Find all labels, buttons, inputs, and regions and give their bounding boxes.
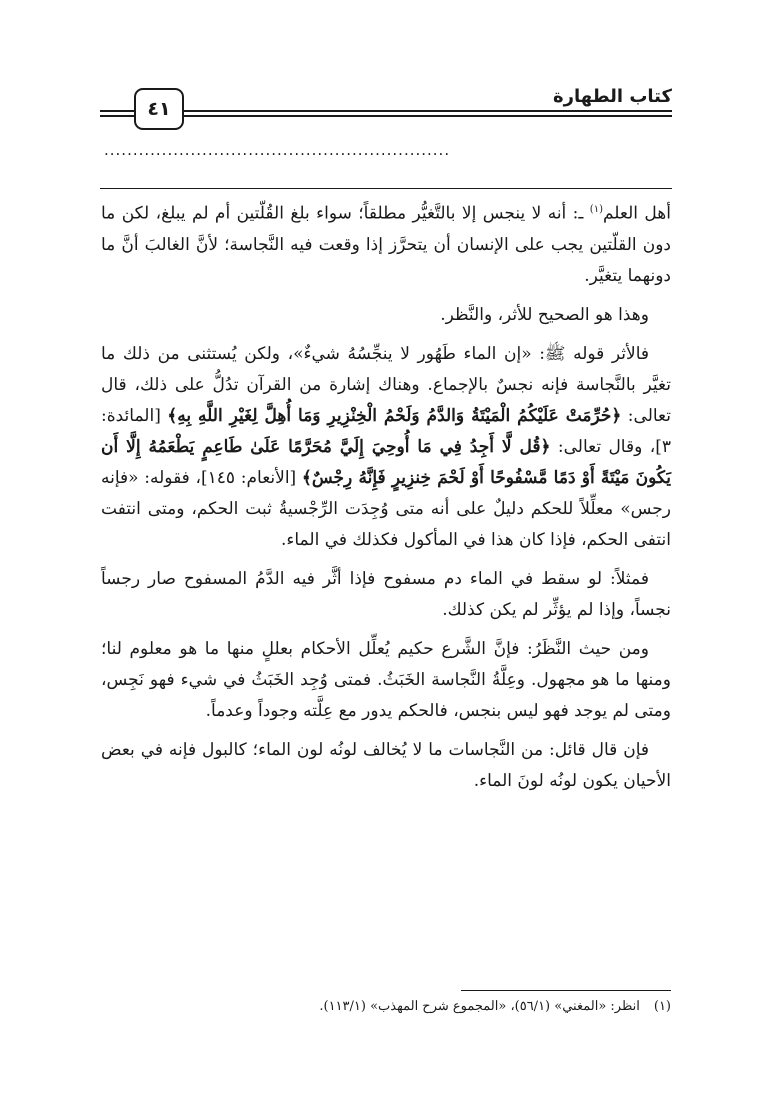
footnote-text: انظر: «المغني» (٥٦/١)، «المجموع شرح المهذب» (١١٣/١). — [319, 999, 640, 1014]
paragraph: وهذا هو الصحيح للأثر، والنَّظر. — [440, 304, 649, 325]
header-rule — [100, 110, 672, 112]
page-number: ٤١ — [134, 88, 184, 130]
page-body — [101, 194, 671, 805]
paragraph: ومن حيث النَّظَرُ: فإنَّ الشَّرع حكيم يُعلِّل الأحكام بعللٍ منها ما هو معلوم لنا؛ ومنها ما هو مجهول. وعِلَّةُ النَّجاسة الخَبَثُ. فمتى وُجِد الخَبَثُ في شيء فهو نَجِس، ومتى لم يوجد فهو ليس بنجس، فالحكم يدور مع عِلَّته وجوداً وعدماً. — [101, 638, 671, 721]
content-top-rule — [100, 188, 672, 189]
header-rule — [100, 115, 672, 117]
paragraph: فمثلاً: لو سقط في الماء دم مسفوح فإذا أثَّر فيه الدَّمُ المسفوح صار رجساً نجساً، وإذا لم يؤثِّر لم يكن كذلك. — [101, 568, 671, 620]
running-header — [100, 84, 672, 128]
paragraph: فالأثر قوله ﷺ: «إن الماء طَهُور لا ينجِّسُهُ شيءٌ»، ولكن يُستثنى من ذلك ما تغيَّر بالنَّجاسة فإنه نجسٌ بالإجماع. وهناك إشارة من القرآن تدُلُّ على ذلك، قال تعالى: ﴿حُرِّمَتْ عَلَيْكُمُ الْمَيْتَةُ وَالدَّمُ وَلَحْمُ الْخِنْزِيرِ وَمَا أُهِلَّ لِغَيْرِ اللَّهِ بِهِ﴾ [المائدة: ٣]، وقال تعالى: ﴿قُل لَّا أَجِدُ فِي مَا أُوحِيَ إِلَيَّ مُحَرَّمًا عَلَىٰ طَاعِمٍ يَطْعَمُهُ إِلَّا أَن يَكُونَ مَيْتَةً أَوْ دَمًا مَّسْفُوحًا أَوْ لَحْمَ خِنزِيرٍ فَإِنَّهُ رِجْسٌ﴾ [الأنعام: ١٤٥]، فقوله: «فإنه رجس» معلِّلاً للحكم دليلٌ على أنه متى وُجِدَت الرِّجْسيةُ ثبت الحكم، ومتى انتفت انتفى الحكم، فإذا كان هذا في المأكول فكذلك في الماء. — [101, 343, 672, 550]
paragraph: أهل العلم$^{(١)}$ ـ: أنه لا ينجس إلا بالتَّغيُّر مطلقاً؛ سواء بلغ القُلّتين أم لم يبلغ، لكن ما دون القلّتين يجب على الإنسان أن يتحرَّز إذا وقعت فيه النَّجاسة؛ لأنَّ الغالبَ أنَّ ما دونهما يتغيَّر. — [101, 203, 671, 286]
footnote-rule — [461, 990, 671, 991]
quran-verse: ﴿قُل لَّا أَجِدُ فِي مَا أُوحِيَ إِلَيَّ مُحَرَّمًا عَلَىٰ طَاعِمٍ يَطْعَمُهُ إِلَّا أَن يَكُونَ مَيْتَةً أَوْ دَمًا مَّسْفُوحًا أَوْ لَحْمَ خِنزِيرٍ فَإِنَّهُ رِجْسٌ﴾ — [101, 436, 672, 488]
paragraph: فإن قال قائل: من النَّجاسات ما لا يُخالف لونُه لون الماء؛ كالبول فإنه في بعض الأحيان يكون لونُه لونَ الماء. — [101, 739, 671, 791]
quran-verse: ﴿حُرِّمَتْ عَلَيْكُمُ الْمَيْتَةُ وَالدَّمُ وَلَحْمُ الْخِنْزِيرِ وَمَا أُهِلَّ لِغَيْرِ اللَّهِ بِهِ﴾ — [167, 405, 622, 426]
footnote-number: (١) — [653, 999, 671, 1014]
dotted-separator: ............................................................ — [104, 141, 451, 155]
chapter-title: كتاب الطهارة — [543, 86, 672, 107]
footnote-ref: (١) — [589, 204, 603, 215]
footnote — [101, 996, 671, 1018]
